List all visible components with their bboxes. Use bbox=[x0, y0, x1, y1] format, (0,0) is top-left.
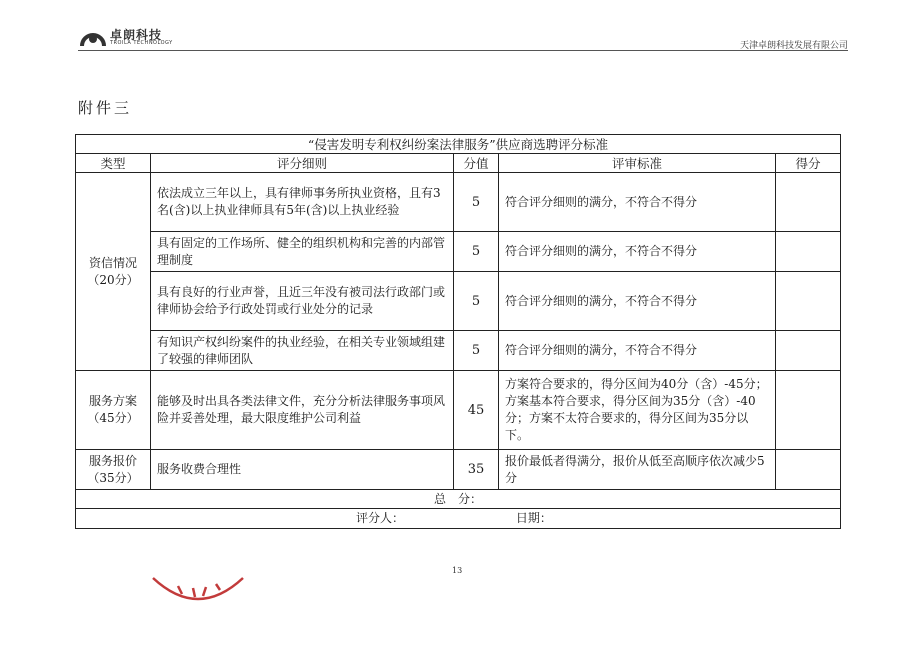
detail-cell: 具有固定的工作场所、健全的组织机构和完善的内部管理制度 bbox=[151, 232, 454, 272]
category-subtotal: （35分） bbox=[87, 470, 139, 485]
table-row bbox=[76, 232, 841, 272]
col-header-detail: 评分细则 bbox=[151, 154, 454, 173]
company-name: 天津卓朗科技发展有限公司 bbox=[739, 41, 848, 51]
category-name: 服务方案 bbox=[88, 394, 137, 408]
table-title-row bbox=[76, 135, 841, 154]
score-input-cell[interactable] bbox=[776, 173, 841, 232]
criteria-cell: 方案符合要求的，得分区间为40分（含）-45分；方案基本符合要求，得分区间为35分（含）-40分；方案不太符合要求的，得分区间为35分以下。 bbox=[499, 371, 776, 450]
detail-cell: 有知识产权纠纷案件的执业经验，在相关专业领域组建了较强的律师团队 bbox=[151, 331, 454, 371]
table-row bbox=[76, 173, 841, 232]
criteria-cell: 报价最低者得满分，报价从低至高顺序依次减少5分 bbox=[499, 450, 776, 490]
total-row bbox=[76, 490, 841, 509]
col-header-points: 分值 bbox=[454, 154, 499, 173]
table-row bbox=[76, 450, 841, 490]
criteria-cell: 符合评分细则的满分，不符合不得分 bbox=[499, 173, 776, 232]
col-header-type: 类型 bbox=[76, 154, 151, 173]
score-input-cell[interactable] bbox=[776, 371, 841, 450]
points-cell: 5 bbox=[454, 232, 499, 272]
criteria-cell: 符合评分细则的满分，不符合不得分 bbox=[499, 331, 776, 371]
category-cell bbox=[76, 450, 151, 490]
score-input-cell[interactable] bbox=[776, 331, 841, 371]
detail-cell: 具有良好的行业声誉，且近三年没有被司法行政部门或律师协会给予行政处罚或行业处分的记录 bbox=[151, 272, 454, 331]
table-header-row bbox=[76, 154, 841, 173]
col-header-criteria: 评审标准 bbox=[499, 154, 776, 173]
category-subtotal: （45分） bbox=[87, 411, 139, 425]
points-cell: 5 bbox=[454, 272, 499, 331]
criteria-cell: 符合评分细则的满分，不符合不得分 bbox=[499, 272, 776, 331]
table-row bbox=[76, 371, 841, 450]
company-logo-icon bbox=[78, 26, 108, 48]
logo-name-en: TROILA TECHNOLOGY bbox=[110, 40, 173, 46]
points-cell: 35 bbox=[454, 450, 499, 490]
points-cell: 5 bbox=[454, 331, 499, 371]
total-label: 总 分： bbox=[76, 490, 841, 509]
criteria-cell: 符合评分细则的满分，不符合不得分 bbox=[499, 232, 776, 272]
seal-stamp-icon bbox=[148, 572, 248, 612]
category-subtotal: （20分） bbox=[87, 272, 139, 287]
date-label: 日期： bbox=[515, 511, 552, 525]
table-title: “侵害发明专利权纠纷案法律服务”供应商选聘评分标准 bbox=[76, 135, 841, 154]
page-header bbox=[78, 26, 848, 50]
signature-row bbox=[76, 509, 841, 529]
table-row bbox=[76, 272, 841, 331]
logo-name-cn: 卓朗科技 bbox=[110, 28, 163, 42]
scoring-table bbox=[75, 134, 841, 529]
scorer-label: 评分人： bbox=[356, 511, 405, 525]
category-name: 资信情况 bbox=[88, 255, 137, 270]
score-input-cell[interactable] bbox=[776, 272, 841, 331]
detail-cell: 服务收费合理性 bbox=[151, 450, 454, 490]
page-number: 13 bbox=[452, 566, 463, 575]
category-cell bbox=[76, 173, 151, 371]
detail-cell: 依法成立三年以上，具有律师事务所执业资格，且有3名(含)以上执业律师具有5年(含)以上执业经验 bbox=[151, 173, 454, 232]
annex-title: 附件三 bbox=[78, 99, 133, 117]
points-cell: 5 bbox=[454, 173, 499, 232]
points-cell: 45 bbox=[454, 371, 499, 450]
category-name: 服务报价 bbox=[88, 453, 137, 468]
score-input-cell[interactable] bbox=[776, 450, 841, 490]
table-row bbox=[76, 331, 841, 371]
col-header-score: 得分 bbox=[776, 154, 841, 173]
detail-cell: 能够及时出具各类法律文件，充分分析法律服务事项风险并妥善处理，最大限度维护公司利益 bbox=[151, 371, 454, 450]
score-input-cell[interactable] bbox=[776, 232, 841, 272]
category-cell bbox=[76, 371, 151, 450]
header-divider bbox=[78, 50, 848, 51]
